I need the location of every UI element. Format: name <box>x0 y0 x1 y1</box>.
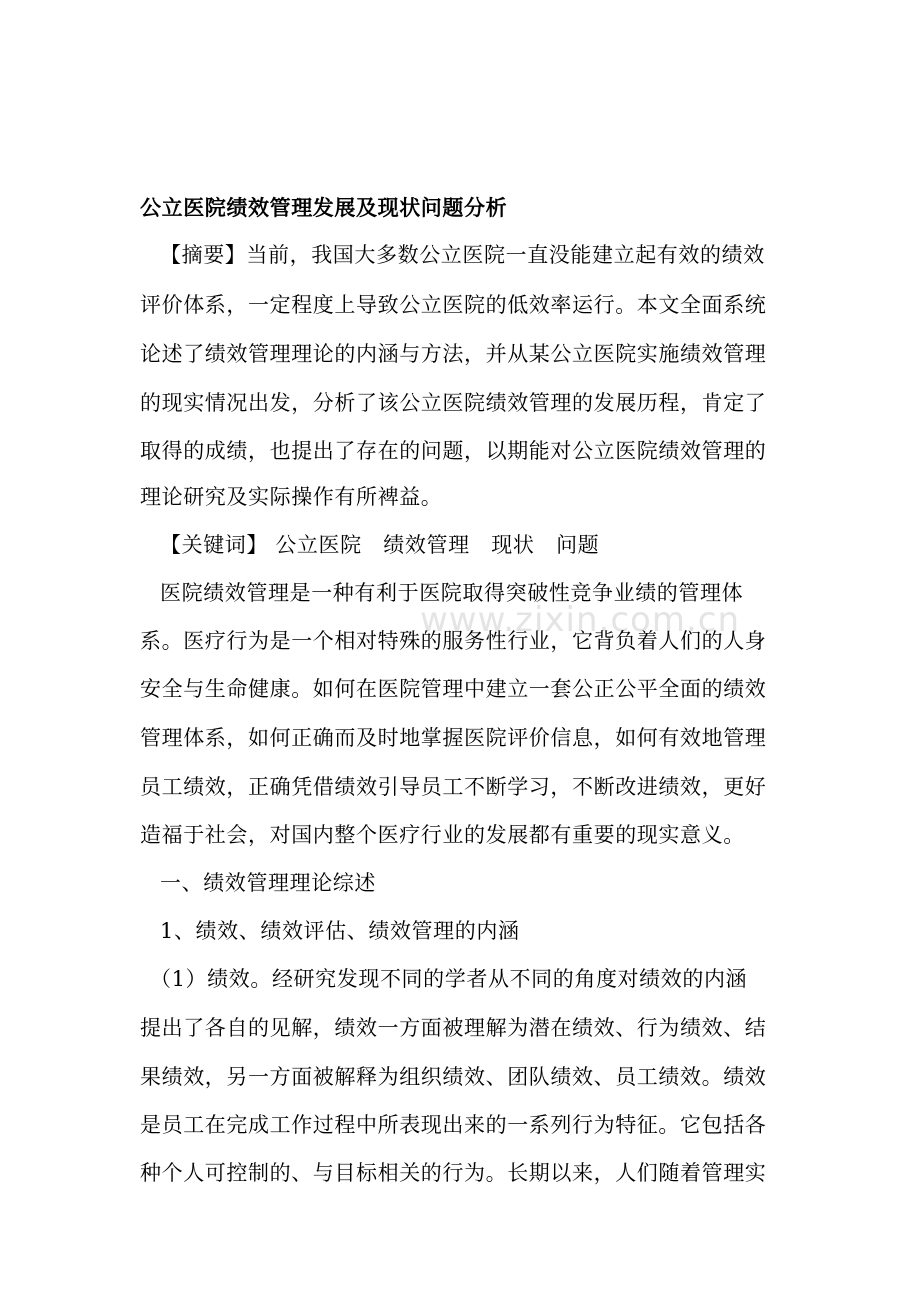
subsection-heading: 1、绩效、绩效评估、绩效管理的内涵 <box>160 919 520 943</box>
body-line: 员工绩效，正确凭借绩效引导员工不断学习，不断改进绩效，更好 <box>140 775 767 799</box>
body-line: （1）绩效。经研究发现不同的学者从不同的角度对绩效的内涵 <box>150 967 748 991</box>
abstract-line: 评价体系，一定程度上导致公立医院的低效率运行。本文全面系统 <box>140 293 767 317</box>
watermark: www.zixin.com.cn <box>420 600 740 640</box>
body-line: 是员工在完成工作过程中所表现出来的一系列行为特征。它包括各 <box>140 1113 767 1137</box>
document-title: 公立医院绩效管理发展及现状问题分析 <box>140 195 508 220</box>
abstract-line: 的现实情况出发，分析了该公立医院绩效管理的发展历程，肯定了 <box>140 391 767 415</box>
abstract-line: 取得的成绩，也提出了存在的问题，以期能对公立医院绩效管理的 <box>140 439 767 463</box>
body-line: 医院绩效管理是一种有利于医院取得突破性竞争业绩的管理体 <box>160 581 744 605</box>
keywords-line: 【关键词】 公立医院 绩效管理 现状 问题 <box>160 533 600 557</box>
abstract-line: 理论研究及实际操作有所裨益。 <box>140 485 443 509</box>
body-line: 安全与生命健康。如何在医院管理中建立一套公正公平全面的绩效 <box>140 677 767 701</box>
body-line: 果绩效，另一方面被解释为组织绩效、团队绩效、员工绩效。绩效 <box>140 1065 767 1089</box>
abstract-line: 【摘要】当前，我国大多数公立医院一直没能建立起有效的绩效 <box>160 243 765 267</box>
section-heading: 一、绩效管理理论综述 <box>160 871 376 895</box>
body-line: 管理体系，如何正确而及时地掌握医院评价信息，如何有效地管理 <box>140 726 767 750</box>
body-line: 造福于社会，对国内整个医疗行业的发展都有重要的现实意义。 <box>140 823 745 847</box>
abstract-line: 论述了绩效管理理论的内涵与方法，并从某公立医院实施绩效管理 <box>140 342 767 366</box>
body-line: 提出了各自的见解，绩效一方面被理解为潜在绩效、行为绩效、结 <box>140 1016 767 1040</box>
body-line: 种个人可控制的、与目标相关的行为。长期以来，人们随着管理实 <box>140 1161 767 1185</box>
body-line: 系。医疗行为是一个相对特殊的服务性行业，它背负着人们的人身 <box>140 629 767 653</box>
